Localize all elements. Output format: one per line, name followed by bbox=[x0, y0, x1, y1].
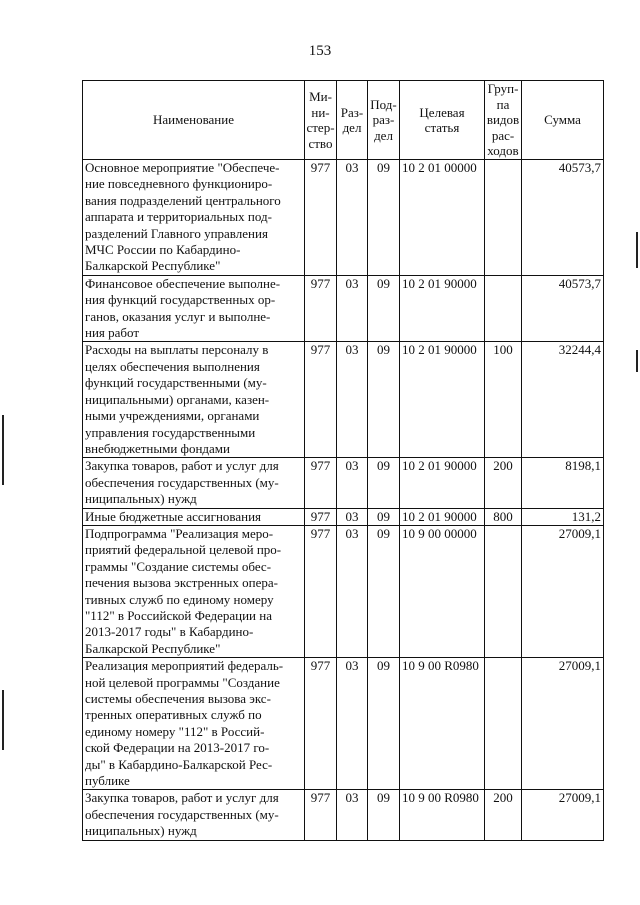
cell-ministry: 977 bbox=[305, 458, 337, 508]
cell-subsection: 09 bbox=[368, 275, 400, 342]
cell-group bbox=[485, 275, 522, 342]
cell-sum: 8198,1 bbox=[522, 458, 604, 508]
cell-group: 800 bbox=[485, 508, 522, 525]
cell-name: Иные бюджетные ассигнования bbox=[83, 508, 305, 525]
cell-sum: 27009,1 bbox=[522, 658, 604, 790]
cell-section: 03 bbox=[337, 275, 368, 342]
cell-name: Реализация мероприятий федераль- ной целевой программы "Создание системы обеспечения вызова экс- тренных оперативных служб по единому номеру "112" в Россий- ской Федерации на 2013-2017 го- ды" в Кабардино-Балкарской Рес- публике bbox=[83, 658, 305, 790]
cell-ministry: 977 bbox=[305, 275, 337, 342]
cell-sum: 27009,1 bbox=[522, 790, 604, 840]
header-row bbox=[83, 81, 604, 160]
header-subsection: Под- раз- дел bbox=[368, 81, 400, 160]
cell-subsection: 09 bbox=[368, 458, 400, 508]
header-ministry: Ми- ни- стер- ство bbox=[305, 81, 337, 160]
page-number: 153 bbox=[308, 43, 332, 59]
cell-group bbox=[485, 658, 522, 790]
cell-group bbox=[485, 525, 522, 657]
cell-sum: 32244,4 bbox=[522, 342, 604, 458]
scan-mark-right bbox=[636, 232, 638, 268]
cell-name: Расходы на выплаты персоналу в целях обеспечения выполнения функций государственными (му- ниципальными) органами, казен- ными учреждениями, органами управления государственными внебюджетными фондами bbox=[83, 342, 305, 458]
cell-ministry: 977 bbox=[305, 525, 337, 657]
table-row bbox=[83, 275, 604, 342]
cell-ministry: 977 bbox=[305, 342, 337, 458]
cell-section: 03 bbox=[337, 790, 368, 840]
scan-mark-right-2 bbox=[636, 350, 638, 372]
cell-sum: 131,2 bbox=[522, 508, 604, 525]
scan-mark-left bbox=[2, 415, 4, 485]
cell-name: Финансовое обеспечение выполне- ния функций государственных ор- ганов, оказания услуг и выполне- ния работ bbox=[83, 275, 305, 342]
cell-target: 10 2 01 90000 bbox=[400, 275, 485, 342]
cell-ministry: 977 bbox=[305, 508, 337, 525]
table-row bbox=[83, 508, 604, 525]
cell-name: Подпрограмма "Реализация меро- приятий федеральной целевой про- граммы "Создание системы обес- печения вызова экстренных опера- тивных служб по единому номеру "112" в Российской Федерации на 2013-2017 годы" в Кабардино- Балкарской Республике" bbox=[83, 525, 305, 657]
table-row bbox=[83, 458, 604, 508]
table-row bbox=[83, 658, 604, 790]
cell-target: 10 9 00 R0980 bbox=[400, 658, 485, 790]
cell-target: 10 9 00 R0980 bbox=[400, 790, 485, 840]
cell-subsection: 09 bbox=[368, 790, 400, 840]
header-section: Раз- дел bbox=[337, 81, 368, 160]
table-row bbox=[83, 342, 604, 458]
cell-section: 03 bbox=[337, 658, 368, 790]
cell-subsection: 09 bbox=[368, 525, 400, 657]
cell-sum: 27009,1 bbox=[522, 525, 604, 657]
table-row bbox=[83, 525, 604, 657]
cell-ministry: 977 bbox=[305, 658, 337, 790]
cell-group: 200 bbox=[485, 790, 522, 840]
cell-subsection: 09 bbox=[368, 658, 400, 790]
scan-mark-left-2 bbox=[2, 690, 4, 750]
header-name: Наименование bbox=[83, 81, 305, 160]
cell-target: 10 2 01 00000 bbox=[400, 160, 485, 276]
cell-subsection: 09 bbox=[368, 508, 400, 525]
cell-group: 200 bbox=[485, 458, 522, 508]
cell-name: Закупка товаров, работ и услуг для обеспечения государственных (му- ниципальных) нужд bbox=[83, 790, 305, 840]
header-group: Груп- па видов рас- ходов bbox=[485, 81, 522, 160]
table-row bbox=[83, 160, 604, 276]
cell-target: 10 2 01 90000 bbox=[400, 342, 485, 458]
cell-subsection: 09 bbox=[368, 160, 400, 276]
cell-sum: 40573,7 bbox=[522, 275, 604, 342]
cell-sum: 40573,7 bbox=[522, 160, 604, 276]
cell-section: 03 bbox=[337, 160, 368, 276]
cell-target: 10 2 01 90000 bbox=[400, 458, 485, 508]
cell-name: Закупка товаров, работ и услуг для обеспечения государственных (му- ниципальных) нужд bbox=[83, 458, 305, 508]
budget-table bbox=[82, 80, 604, 841]
cell-section: 03 bbox=[337, 525, 368, 657]
header-target: Целевая статья bbox=[400, 81, 485, 160]
cell-name: Основное мероприятие "Обеспече- ние повседневного функциониро- вания подразделений центрального аппарата и территориальных под- разделений Главного управления МЧС России по Кабардино- Балкарской Республике" bbox=[83, 160, 305, 276]
table-row bbox=[83, 790, 604, 840]
cell-group: 100 bbox=[485, 342, 522, 458]
cell-ministry: 977 bbox=[305, 790, 337, 840]
cell-target: 10 9 00 00000 bbox=[400, 525, 485, 657]
cell-section: 03 bbox=[337, 342, 368, 458]
cell-target: 10 2 01 90000 bbox=[400, 508, 485, 525]
cell-group bbox=[485, 160, 522, 276]
cell-section: 03 bbox=[337, 508, 368, 525]
cell-subsection: 09 bbox=[368, 342, 400, 458]
cell-ministry: 977 bbox=[305, 160, 337, 276]
cell-section: 03 bbox=[337, 458, 368, 508]
header-sum: Сумма bbox=[522, 81, 604, 160]
